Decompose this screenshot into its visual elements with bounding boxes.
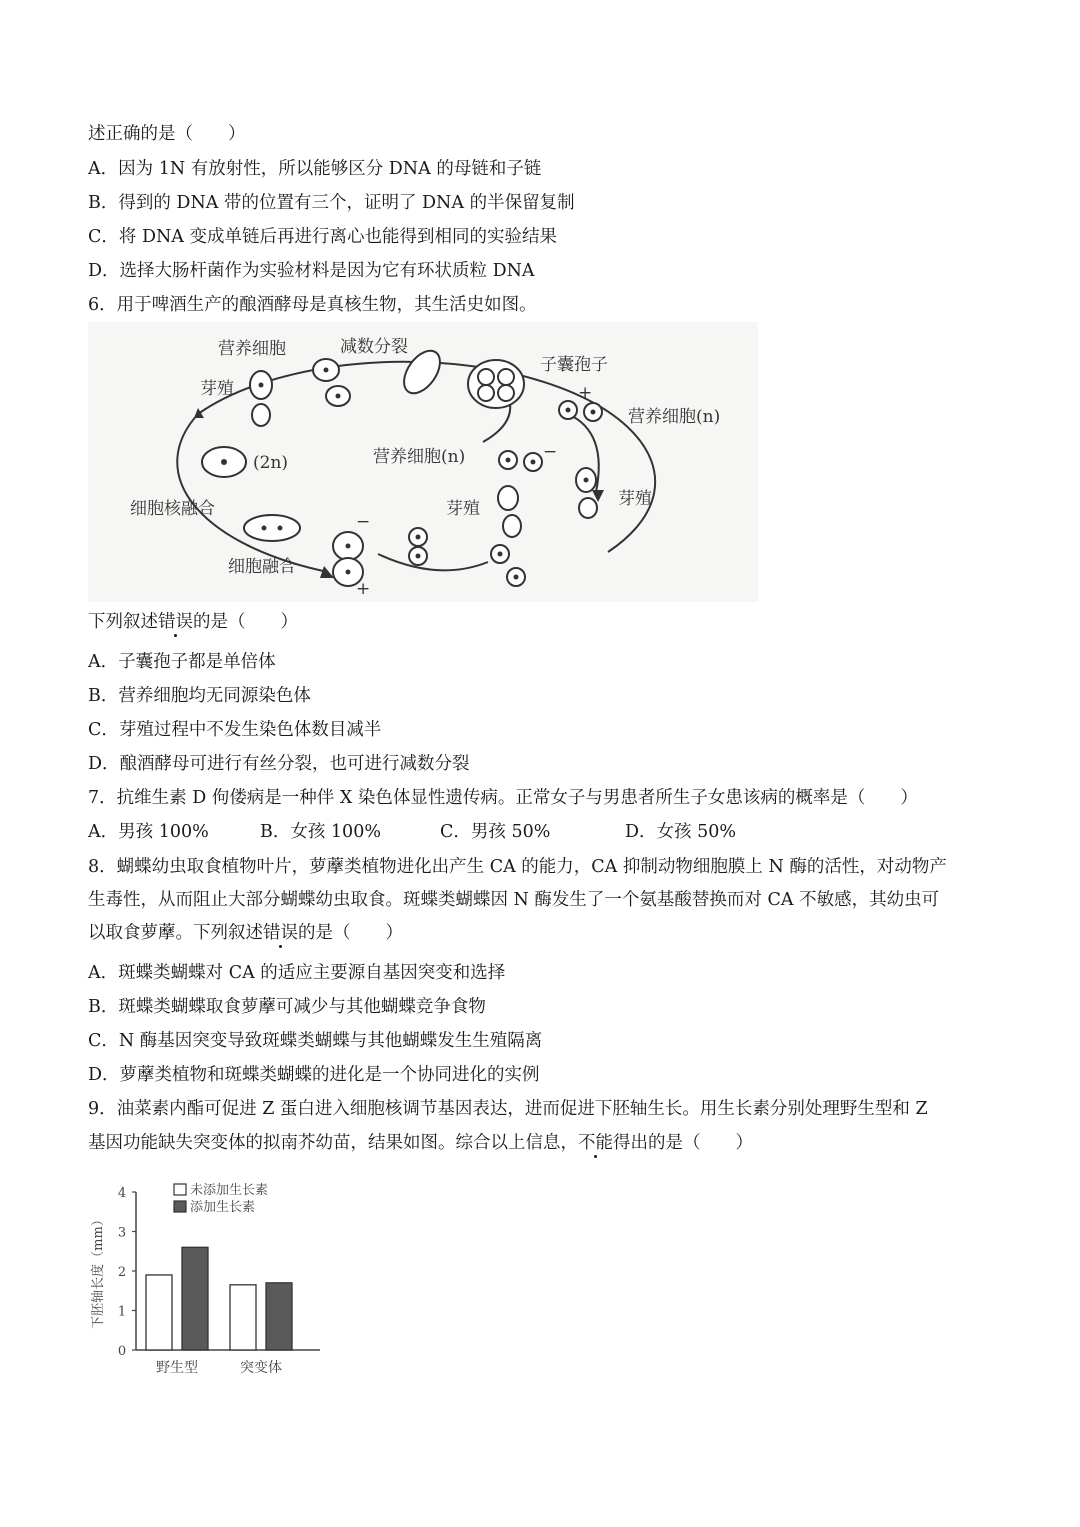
y-axis-label: 下胚轴长度（mm） [91, 1213, 106, 1329]
mating-type-plus-bottom: + [356, 579, 371, 599]
q7-option-c[interactable]: C．男孩 50% [440, 822, 551, 842]
legend-swatch [174, 1201, 186, 1212]
q9-stem-line2: 基因功能缺失突变体的拟南芥幼苗，结果如图。综合以上信息，不能得出的是（ ） [88, 1133, 753, 1153]
legend-swatch [174, 1184, 186, 1195]
q7-option-d[interactable]: D．女孩 50% [625, 822, 736, 842]
label-ploidy-2n: (2n) [253, 453, 289, 473]
bar [266, 1283, 292, 1350]
label-nuclear-fusion: 细胞核融合 [130, 499, 215, 519]
q6-stem: 6．用于啤酒生产的酿酒酵母是真核生物，其生活史如图。 [88, 295, 537, 315]
label-budding-middle: 芽殖 [446, 499, 480, 519]
q9-emphasis-word: 不能 [578, 1133, 613, 1153]
bar [146, 1275, 172, 1350]
hypocotyl-length-bar-chart [88, 1175, 328, 1385]
y-tick-label: 3 [117, 1225, 127, 1241]
x-tick-label: 突变体 [240, 1360, 282, 1376]
y-tick-label: 4 [117, 1186, 127, 1201]
q7-stem: 7．抗维生素 D 佝偻病是一种伴 X 染色体显性遗传病。正常女子与男患者所生子女患该病的概率是（ ） [88, 788, 918, 808]
label-vegetative-cell-n-middle: 营养细胞(n) [373, 447, 466, 467]
q9-stem-line1: 9．油菜素内酯可促进 Z 蛋白进入细胞核调节基因表达，进而促进下胚轴生长。用生长素分别处理野生型和 Z [88, 1099, 928, 1119]
mating-type-minus-middle: − [543, 442, 558, 462]
q7-option-a[interactable]: A．男孩 100% [88, 822, 209, 842]
q5-option-d[interactable]: D．选择大肠杆菌作为实验材料是因为它有环状质粒 DNA [88, 261, 535, 281]
x-tick-label: 野生型 [156, 1360, 198, 1376]
q8-option-b[interactable]: B．斑蝶类蝴蝶取食萝藦可减少与其他蝴蝶竞争食物 [88, 997, 486, 1017]
q6-option-c[interactable]: C．芽殖过程中不发生染色体数目减半 [88, 720, 382, 740]
q8-emphasis-word: 错误 [263, 923, 298, 943]
q5-option-b[interactable]: B．得到的 DNA 带的位置有三个，证明了 DNA 的半保留复制 [88, 193, 575, 213]
label-vegetative-cell: 营养细胞 [218, 339, 286, 359]
q7-option-b[interactable]: B．女孩 100% [260, 822, 381, 842]
q6-option-b[interactable]: B．营养细胞均无同源染色体 [88, 686, 311, 706]
ascus-icon [468, 360, 524, 408]
label-ascospore: 子囊孢子 [540, 355, 608, 375]
label-meiosis: 减数分裂 [340, 337, 408, 357]
label-vegetative-cell-n-right: 营养细胞(n) [628, 407, 721, 427]
q8-stem-line1: 8．蝴蝶幼虫取食植物叶片，萝藦类植物进化出产生 CA 的能力，CA 抑制动物细胞膜上 N 酶的活性，对动物产 [88, 857, 947, 877]
q8-stem-line2: 生毒性，从而阻止大部分蝴蝶幼虫取食。斑蝶类蝴蝶因 N 酶发生了一个氨基酸替换而对 CA 不敏感，其幼虫可 [88, 890, 940, 910]
q6-question: 下列叙述错误的是（ ） [88, 612, 298, 632]
q7-options [88, 820, 988, 844]
q8-option-a[interactable]: A．斑蝶类蝴蝶对 CA 的适应主要源自基因突变和选择 [88, 963, 506, 983]
label-cell-fusion: 细胞融合 [228, 557, 296, 577]
q8-stem-line3: 以取食萝藦。下列叙述错误的是（ ） [88, 923, 403, 943]
q5-option-a[interactable]: A．因为 1N 有放射性，所以能够区分 DNA 的母链和子链 [88, 159, 542, 179]
y-tick-label: 0 [117, 1344, 127, 1359]
q8-option-d[interactable]: D．萝藦类植物和斑蝶类蝴蝶的进化是一个协同进化的实例 [88, 1065, 540, 1085]
yeast-life-cycle-figure [88, 322, 758, 602]
legend-label: 未添加生长素 [190, 1183, 269, 1198]
label-budding-right: 芽殖 [618, 489, 652, 509]
mating-type-plus-top: + [578, 383, 593, 403]
legend-label: 添加生长素 [190, 1200, 256, 1215]
q6-emphasis-word: 错误 [158, 612, 193, 632]
q6-option-a[interactable]: A．子囊孢子都是单倍体 [88, 652, 276, 672]
mating-type-minus-bottom: − [356, 512, 371, 532]
q8-option-c[interactable]: C．N 酶基因突变导致斑蝶类蝴蝶与其他蝴蝶发生生殖隔离 [88, 1031, 543, 1051]
y-tick-label: 2 [117, 1265, 127, 1280]
bar [182, 1247, 208, 1350]
q6-option-d[interactable]: D．酿酒酵母可进行有丝分裂，也可进行减数分裂 [88, 754, 470, 774]
q5-option-c[interactable]: C．将 DNA 变成单链后再进行离心也能得到相同的实验结果 [88, 227, 557, 247]
q5-stem-tail: 述正确的是（ ） [88, 124, 246, 144]
y-tick-label: 1 [117, 1304, 127, 1320]
label-budding-left: 芽殖 [200, 379, 234, 399]
bar [230, 1285, 256, 1350]
